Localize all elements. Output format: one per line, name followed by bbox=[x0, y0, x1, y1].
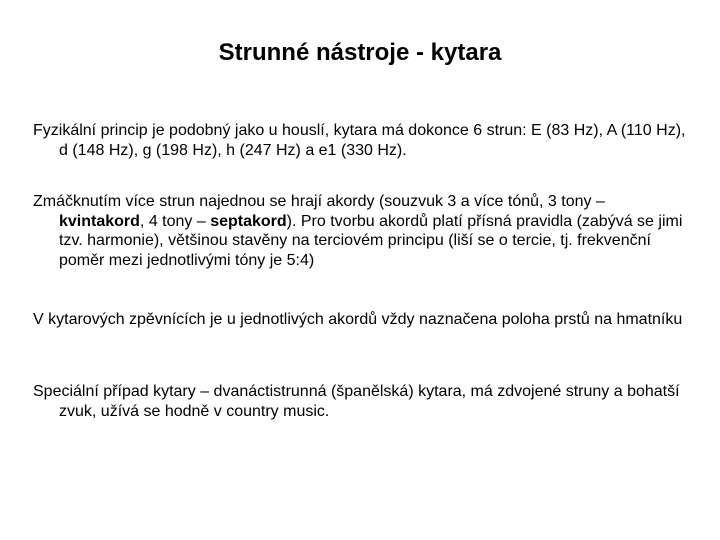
paragraph-chords bbox=[33, 192, 693, 270]
term-septakord: septakord bbox=[210, 212, 287, 230]
paragraph-chords-text-3: ). Pro tvorbu akordů platí přísná pravidla (zabývá se jimi tzv. harmonie), většinou stavěny na terciovém principu (liší se o tercie, tj. frekvenční poměr mezi jednotlivými tóny je 5:4) bbox=[59, 212, 683, 269]
paragraph-songbooks: V kytarových zpěvnících je u jednotlivých akordů vždy naznačena poloha prstů na hmatníku bbox=[33, 311, 683, 328]
paragraph-chords-text-2: , 4 tony – bbox=[139, 212, 211, 230]
slide-title: Strunné nástroje - kytara bbox=[218, 39, 502, 66]
term-kvintakord: kvintakord bbox=[59, 212, 140, 230]
paragraph-chords-text-1: Zmáčknutím více strun najednou se hrají akordy (souzvuk 3 a více tónů, 3 tony – bbox=[33, 193, 605, 210]
paragraph-twelve-string: Speciální případ kytary – dvanáctistrunná (španělská) kytara, má zdvojené struny a bohatší zvuk, užívá se hodně v country music. bbox=[33, 383, 680, 420]
paragraph-string-physics: Fyzikální princip je podobný jako u houslí, kytara má dokonce 6 strun: E (83 Hz), A (110 Hz), d (148 Hz), g (198 Hz), h (247 Hz) a e1 (330 Hz). bbox=[33, 122, 686, 159]
